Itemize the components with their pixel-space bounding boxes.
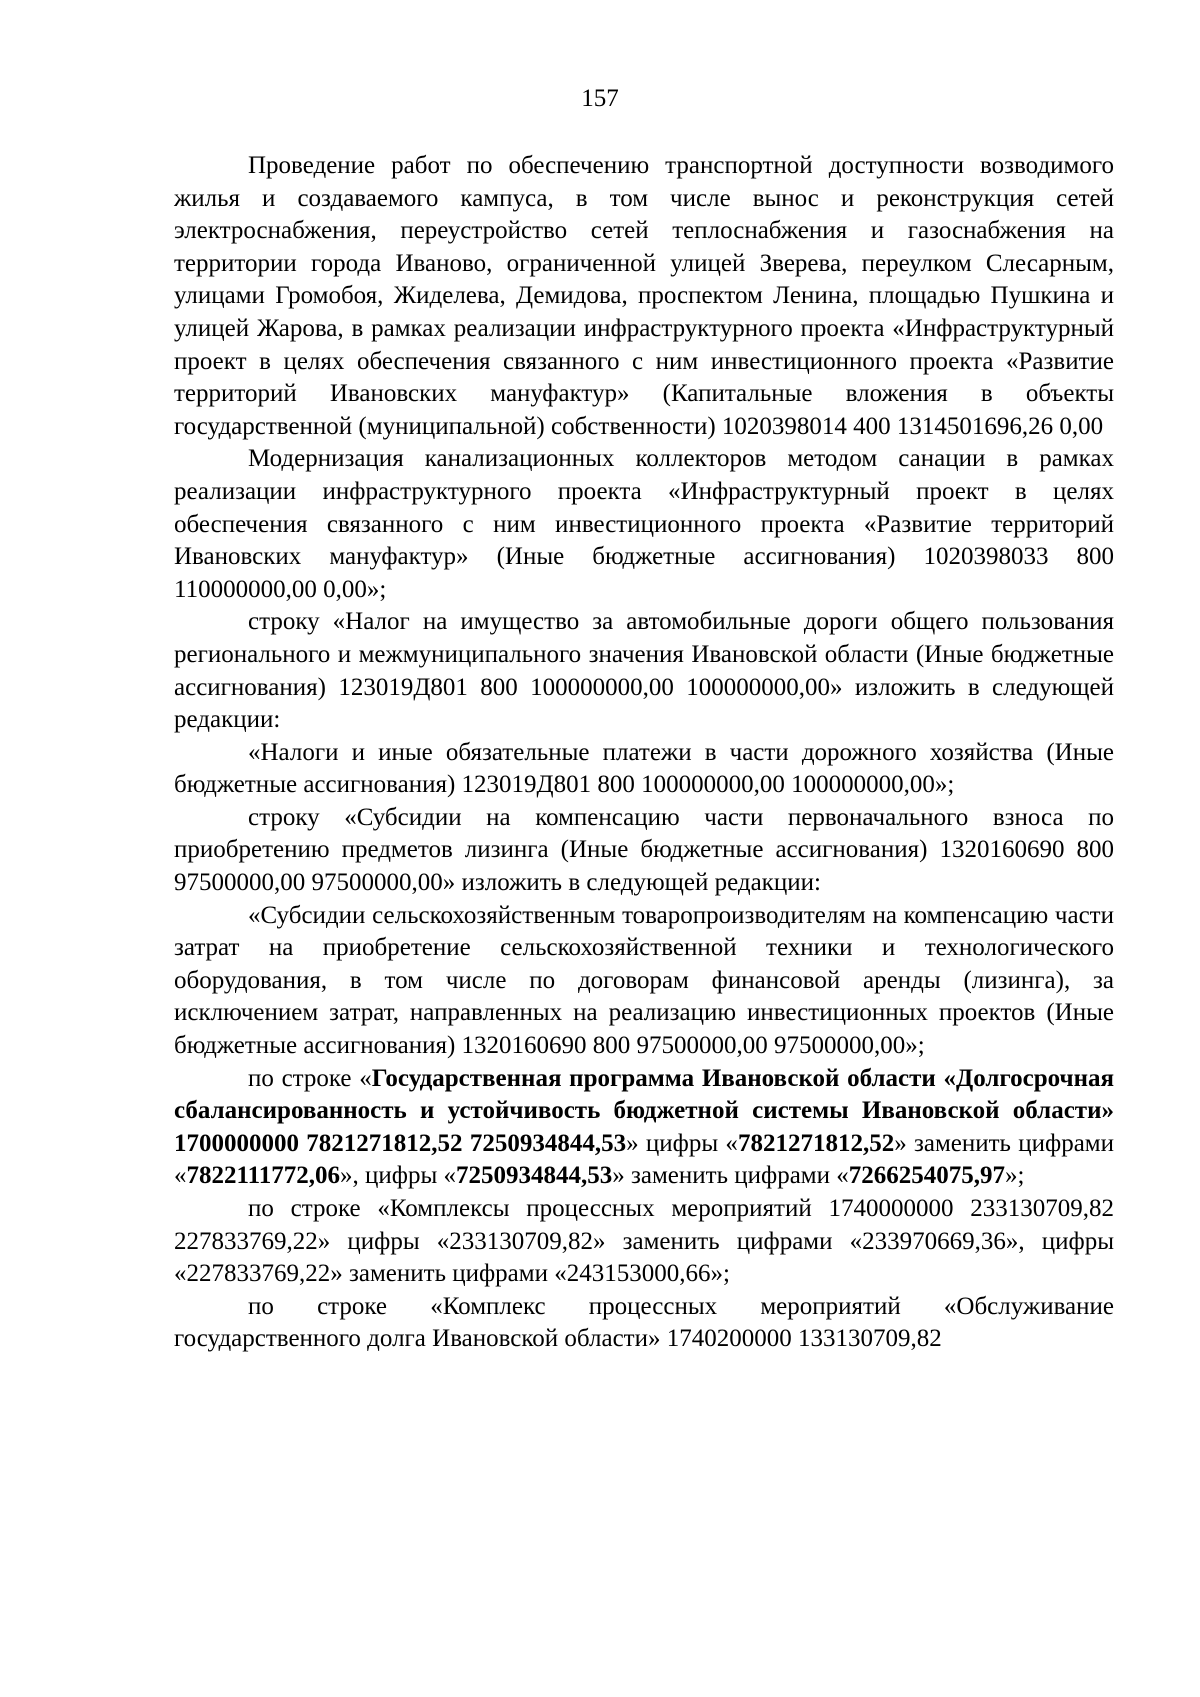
paragraph: «Налоги и иные обязательные платежи в части дорожного хозяйства (Иные бюджетные ассигнования) 123019Д801 800 100000000,00 100000000,00»; — [174, 738, 1114, 799]
text-fragment: » заменить цифрами « — [174, 1129, 1114, 1190]
bold-fragment: Государственная программа Ивановской области «Долгосрочная сбалансированность и устойчивость бюджетной системы Ивановской области» 1700000000 7821271812,52 7250934844,53 — [174, 1064, 1115, 1157]
text-fragment: » цифры « — [626, 1129, 738, 1157]
text-fragment: по строке « — [248, 1064, 372, 1092]
text-fragment: », цифры « — [340, 1162, 457, 1190]
paragraph: Модернизация канализационных коллекторов методом санации в рамках реализации инфраструктурного проекта «Инфраструктурный проект в целях обеспечения связанного с ним инвестиционного проекта «Развитие территорий Ивановских мануфактур» (Иные бюджетные ассигнования) 1020398033 800 110000000,00 0,00»; — [174, 445, 1114, 603]
document-body — [174, 150, 1114, 1356]
paragraph: по строке «Комплекс процессных мероприятий «Обслуживание государственного долга Ивановской области» 1740200000 133130709,82 — [174, 1292, 1114, 1353]
page-number: 157 — [581, 85, 619, 112]
paragraph: «Субсидии сельскохозяйственным товаропроизводителям на компенсацию части затрат на приобретение сельскохозяйственной техники и технологического оборудования, в том числе по договорам финансовой аренды (лизинга), за исключением затрат, направленных на реализацию инвестиционных проектов (Иные бюджетные ассигнования) 1320160690 800 97500000,00 97500000,00»; — [174, 901, 1114, 1060]
bold-fragment: 7250934844,53 — [456, 1162, 613, 1190]
paragraph: строку «Субсидии на компенсацию части первоначального взноса по приобретению предметов лизинга (Иные бюджетные ассигнования) 1320160690 800 97500000,00 97500000,00» изложить в следующей редакции: — [174, 803, 1114, 897]
bold-fragment: 7821271812,52 — [737, 1129, 895, 1157]
paragraph: Проведение работ по обеспечению транспортной доступности возводимого жилья и создаваемого кампуса, в том числе вынос и реконструкция сетей электроснабжения, переустройство сетей теплоснабжения и газоснабжения на территории города Иваново, ограниченной улицей Зверева, переулком Слесарным, улицами Громобоя, Жиделева, Демидова, проспектом Ленина, площадью Пушкина и улицей Жарова, в рамках реализации инфраструктурного проекта «Инфраструктурный проект в целях обеспечения связанного с ним инвестиционного проекта «Развитие территорий Ивановских мануфактур» (Капитальные вложения в объекты государственной (муниципальной) собственности) 1020398014 400 1314501696,26 0,00 — [174, 152, 1114, 440]
text-fragment: »; — [1005, 1162, 1025, 1190]
text-fragment: » заменить цифрами « — [612, 1162, 849, 1190]
bold-fragment: 7822111772,06 — [186, 1162, 340, 1190]
bold-fragment: 7266254075,97 — [848, 1162, 1005, 1190]
paragraph: строку «Налог на имущество за автомобильные дороги общего пользования регионального и межмуниципального значения Ивановской области (Иные бюджетные ассигнования) 123019Д801 800 100000000,00 100000000,00» изложить в следующей редакции: — [174, 608, 1114, 734]
paragraph: по строке «Комплексы процессных мероприятий 1740000000 233130709,82 227833769,22» цифры «233130709,82» заменить цифрами «233970669,36», цифры «227833769,22» заменить цифрами «243153000,66»; — [174, 1195, 1114, 1288]
paragraph-bold-amendment — [174, 1063, 1114, 1193]
